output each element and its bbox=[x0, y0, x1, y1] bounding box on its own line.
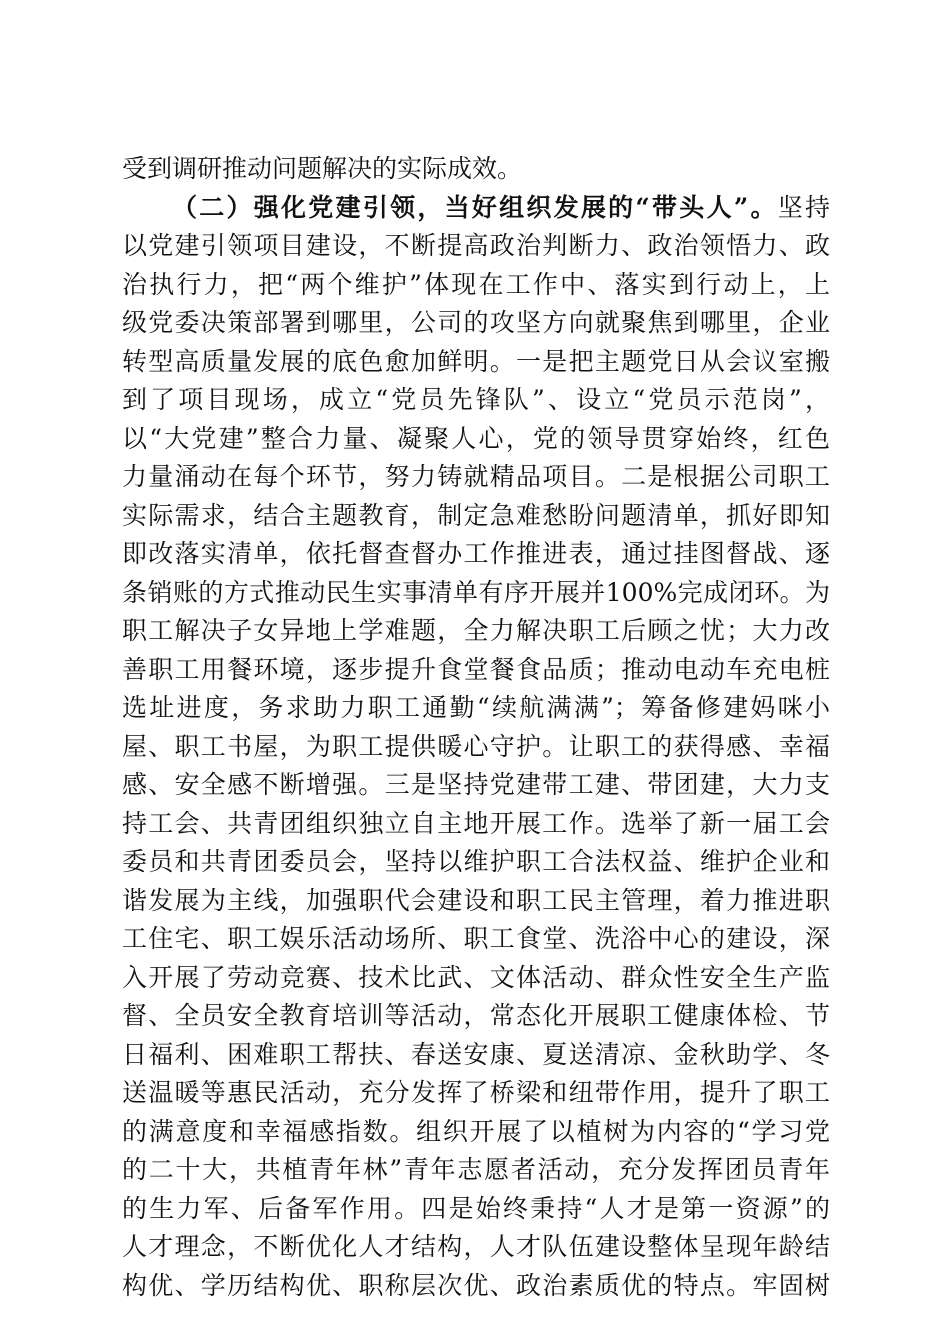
paragraph-line: 入开展了劳动竞赛、技术比武、文体活动、群众性安全生产监 bbox=[122, 962, 830, 992]
paragraph-line: 职工解决子女异地上学难题，全力解决职工后顾之忧；大力改 bbox=[122, 616, 830, 645]
paragraph-line: 受到调研推动问题解决的实际成效。 bbox=[122, 154, 523, 183]
paragraph-line: 以“大党建”整合力量、凝聚人心，党的领导贯穿始终，红色 bbox=[122, 423, 830, 453]
paragraph-line: 感、安全感不断增强。三是坚持党建带工建、带团建，大力支 bbox=[122, 770, 830, 799]
paragraph-line: 屋、职工书屋，为职工提供暖心守护。让职工的获得感、幸福 bbox=[122, 731, 830, 761]
paragraph-line: 即改落实清单，依托督查督办工作推进表，通过挂图督战、逐 bbox=[122, 539, 830, 568]
paragraph-line: 转型高质量发展的底色愈加鲜明。一是把主题党日从会议室搬 bbox=[122, 346, 830, 376]
paragraph-line: 的满意度和幸福感指数。组织开展了以植树为内容的“学习党 bbox=[122, 1116, 830, 1146]
paragraph-line: 工住宅、职工娱乐活动场所、职工食堂、洗浴中心的建设，深 bbox=[122, 924, 830, 953]
paragraph-line: 谐发展为主线，加强职代会建设和职工民主管理，着力推进职 bbox=[122, 885, 830, 915]
paragraph-line: 实际需求，结合主题教育，制定急难愁盼问题清单，抓好即知 bbox=[122, 500, 830, 530]
paragraph-line: 的二十大，共植青年林”青年志愿者活动，充分发挥团员青年 bbox=[122, 1155, 830, 1184]
heading-tail-text: 坚持 bbox=[777, 192, 830, 222]
paragraph-line: 委员和共青团委员会，坚持以维护职工合法权益、维护企业和 bbox=[122, 847, 830, 876]
paragraph-line: 级党委决策部署到哪里，公司的攻坚方向就聚焦到哪里，企业 bbox=[122, 308, 830, 337]
paragraph-line: 督、全员安全教育培训等活动，常态化开展职工健康体检、节 bbox=[122, 1001, 830, 1030]
paragraph-line: 治执行力，把“两个维护”体现在工作中、落实到行动上，上 bbox=[122, 269, 830, 299]
paragraph-line: 条销账的方式推动民生实事清单有序开展并100%完成闭环。为 bbox=[122, 577, 830, 607]
body-text bbox=[122, 150, 830, 1305]
paragraph-line: 日福利、困难职工帮扶、春送安康、夏送清凉、金秋助学、冬 bbox=[122, 1039, 830, 1069]
paragraph-line: 以党建引领项目建设，不断提高政治判断力、政治领悟力、政 bbox=[122, 231, 830, 260]
paragraph-line: 善职工用餐环境，逐步提升食堂餐食品质；推动电动车充电桩 bbox=[122, 654, 830, 684]
section-heading-line bbox=[122, 189, 830, 228]
paragraph-line: 送温暖等惠民活动，充分发挥了桥梁和纽带作用，提升了职工 bbox=[122, 1078, 830, 1107]
paragraph-line: 的生力军、后备军作用。四是始终秉持“人才是第一资源”的 bbox=[122, 1193, 830, 1223]
paragraph-line: 选址进度，务求助力职工通勤“续航满满”；筹备修建妈咪小 bbox=[122, 693, 830, 722]
paragraph-line: 构优、学历结构优、职称层次优、政治素质优的特点。牢固树 bbox=[122, 1270, 830, 1300]
paragraph-line: 力量涌动在每个环节，努力铸就精品项目。二是根据公司职工 bbox=[122, 462, 830, 491]
section-heading: （二）强化党建引领，当好组织发展的“带头人”。 bbox=[172, 192, 778, 222]
paragraph-line: 持工会、共青团组织独立自主地开展工作。选举了新一届工会 bbox=[122, 808, 830, 838]
paragraph-line: 到了项目现场，成立“党员先锋队”、设立“党员示范岗”， bbox=[122, 385, 830, 414]
paragraph-line: 人才理念，不断优化人才结构，人才队伍建设整体呈现年龄结 bbox=[122, 1232, 830, 1261]
